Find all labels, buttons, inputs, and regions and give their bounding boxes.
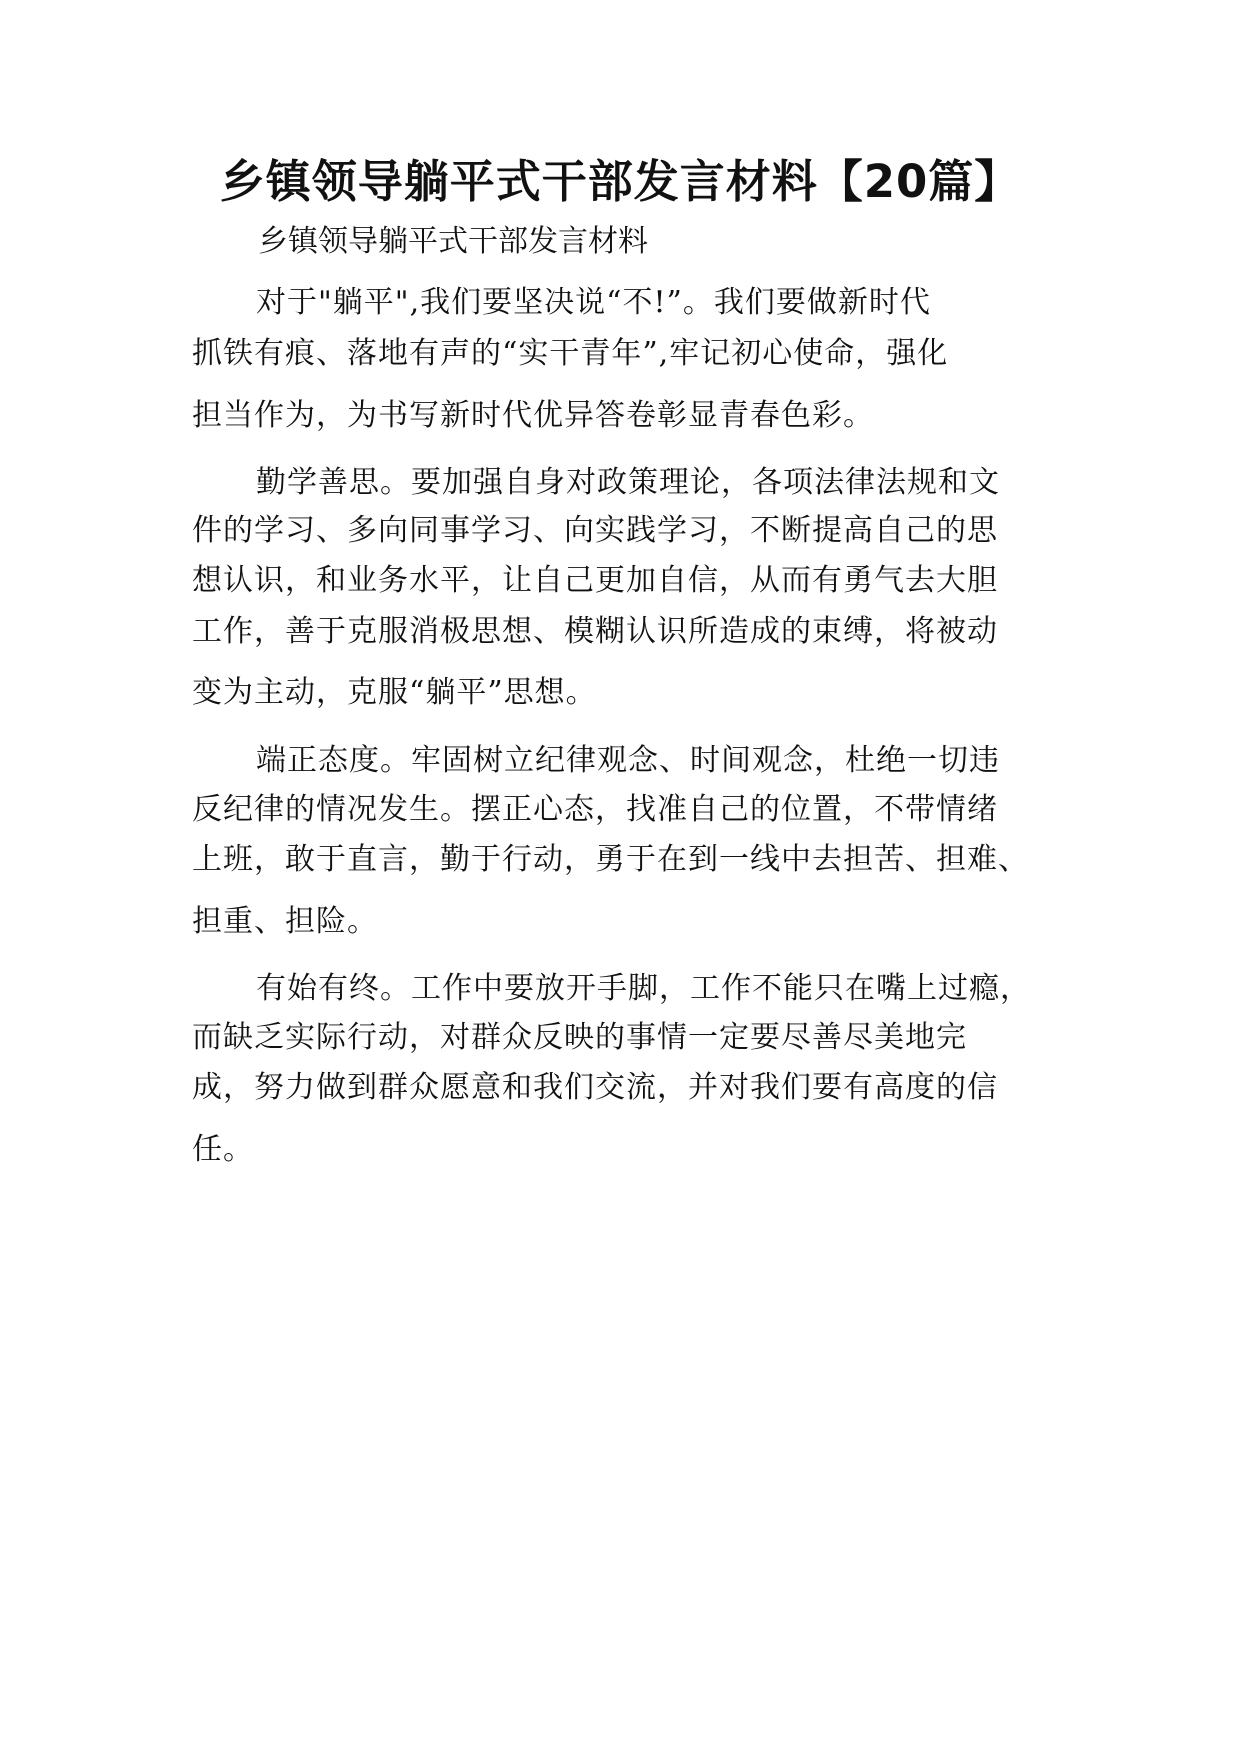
paragraph-line: 工作，善于克服消极思想、模糊认识所造成的束缚，将被动: [192, 614, 998, 649]
paragraph-line: 担当作为，为书写新时代优异答卷彰显青春色彩。: [192, 398, 874, 433]
paragraph-line: 上班，敢于直言，勤于行动，勇于在到一线中去担苦、担难、: [192, 842, 1029, 877]
paragraph-line: 而缺乏实际行动，对群众反映的事情一定要尽善尽美地完: [192, 1020, 967, 1055]
paragraph-line: 担重、担险。: [192, 904, 378, 939]
document-subtitle: 乡镇领导躺平式干部发言材料: [258, 224, 648, 259]
paragraph-line: 反纪律的情况发生。摆正心态，找准自己的位置，不带情绪: [192, 792, 998, 827]
paragraph-line: 勤学善思。要加强自身对政策理论，各项法律法规和文: [256, 465, 1000, 500]
paragraph-line: 任。: [192, 1132, 254, 1167]
paragraph-line: 对于"躺平",我们要坚决说“不!”。我们要做新时代: [256, 285, 931, 320]
paragraph-line: 抓铁有痕、落地有声的“实干青年”,牢记初心使命，强化: [192, 336, 949, 371]
paragraph-line: 件的学习、多向同事学习、向实践学习，不断提高自己的思: [192, 513, 998, 548]
paragraph-line: 变为主动，克服“躺平”思想。: [192, 675, 597, 710]
paragraph-line: 端正态度。牢固树立纪律观念、时间观念，杜绝一切违: [256, 743, 1000, 778]
document-title: 乡镇领导躺平式干部发言材料【20篇】: [219, 155, 1021, 208]
paragraph-line: 想认识，和业务水平，让自己更加自信，从而有勇气去大胆: [192, 563, 998, 598]
paragraph-line: 有始有终。工作中要放开手脚，工作不能只在嘴上过瘾，: [256, 971, 1031, 1006]
paragraph-line: 成，努力做到群众愿意和我们交流，并对我们要有高度的信: [192, 1070, 998, 1105]
